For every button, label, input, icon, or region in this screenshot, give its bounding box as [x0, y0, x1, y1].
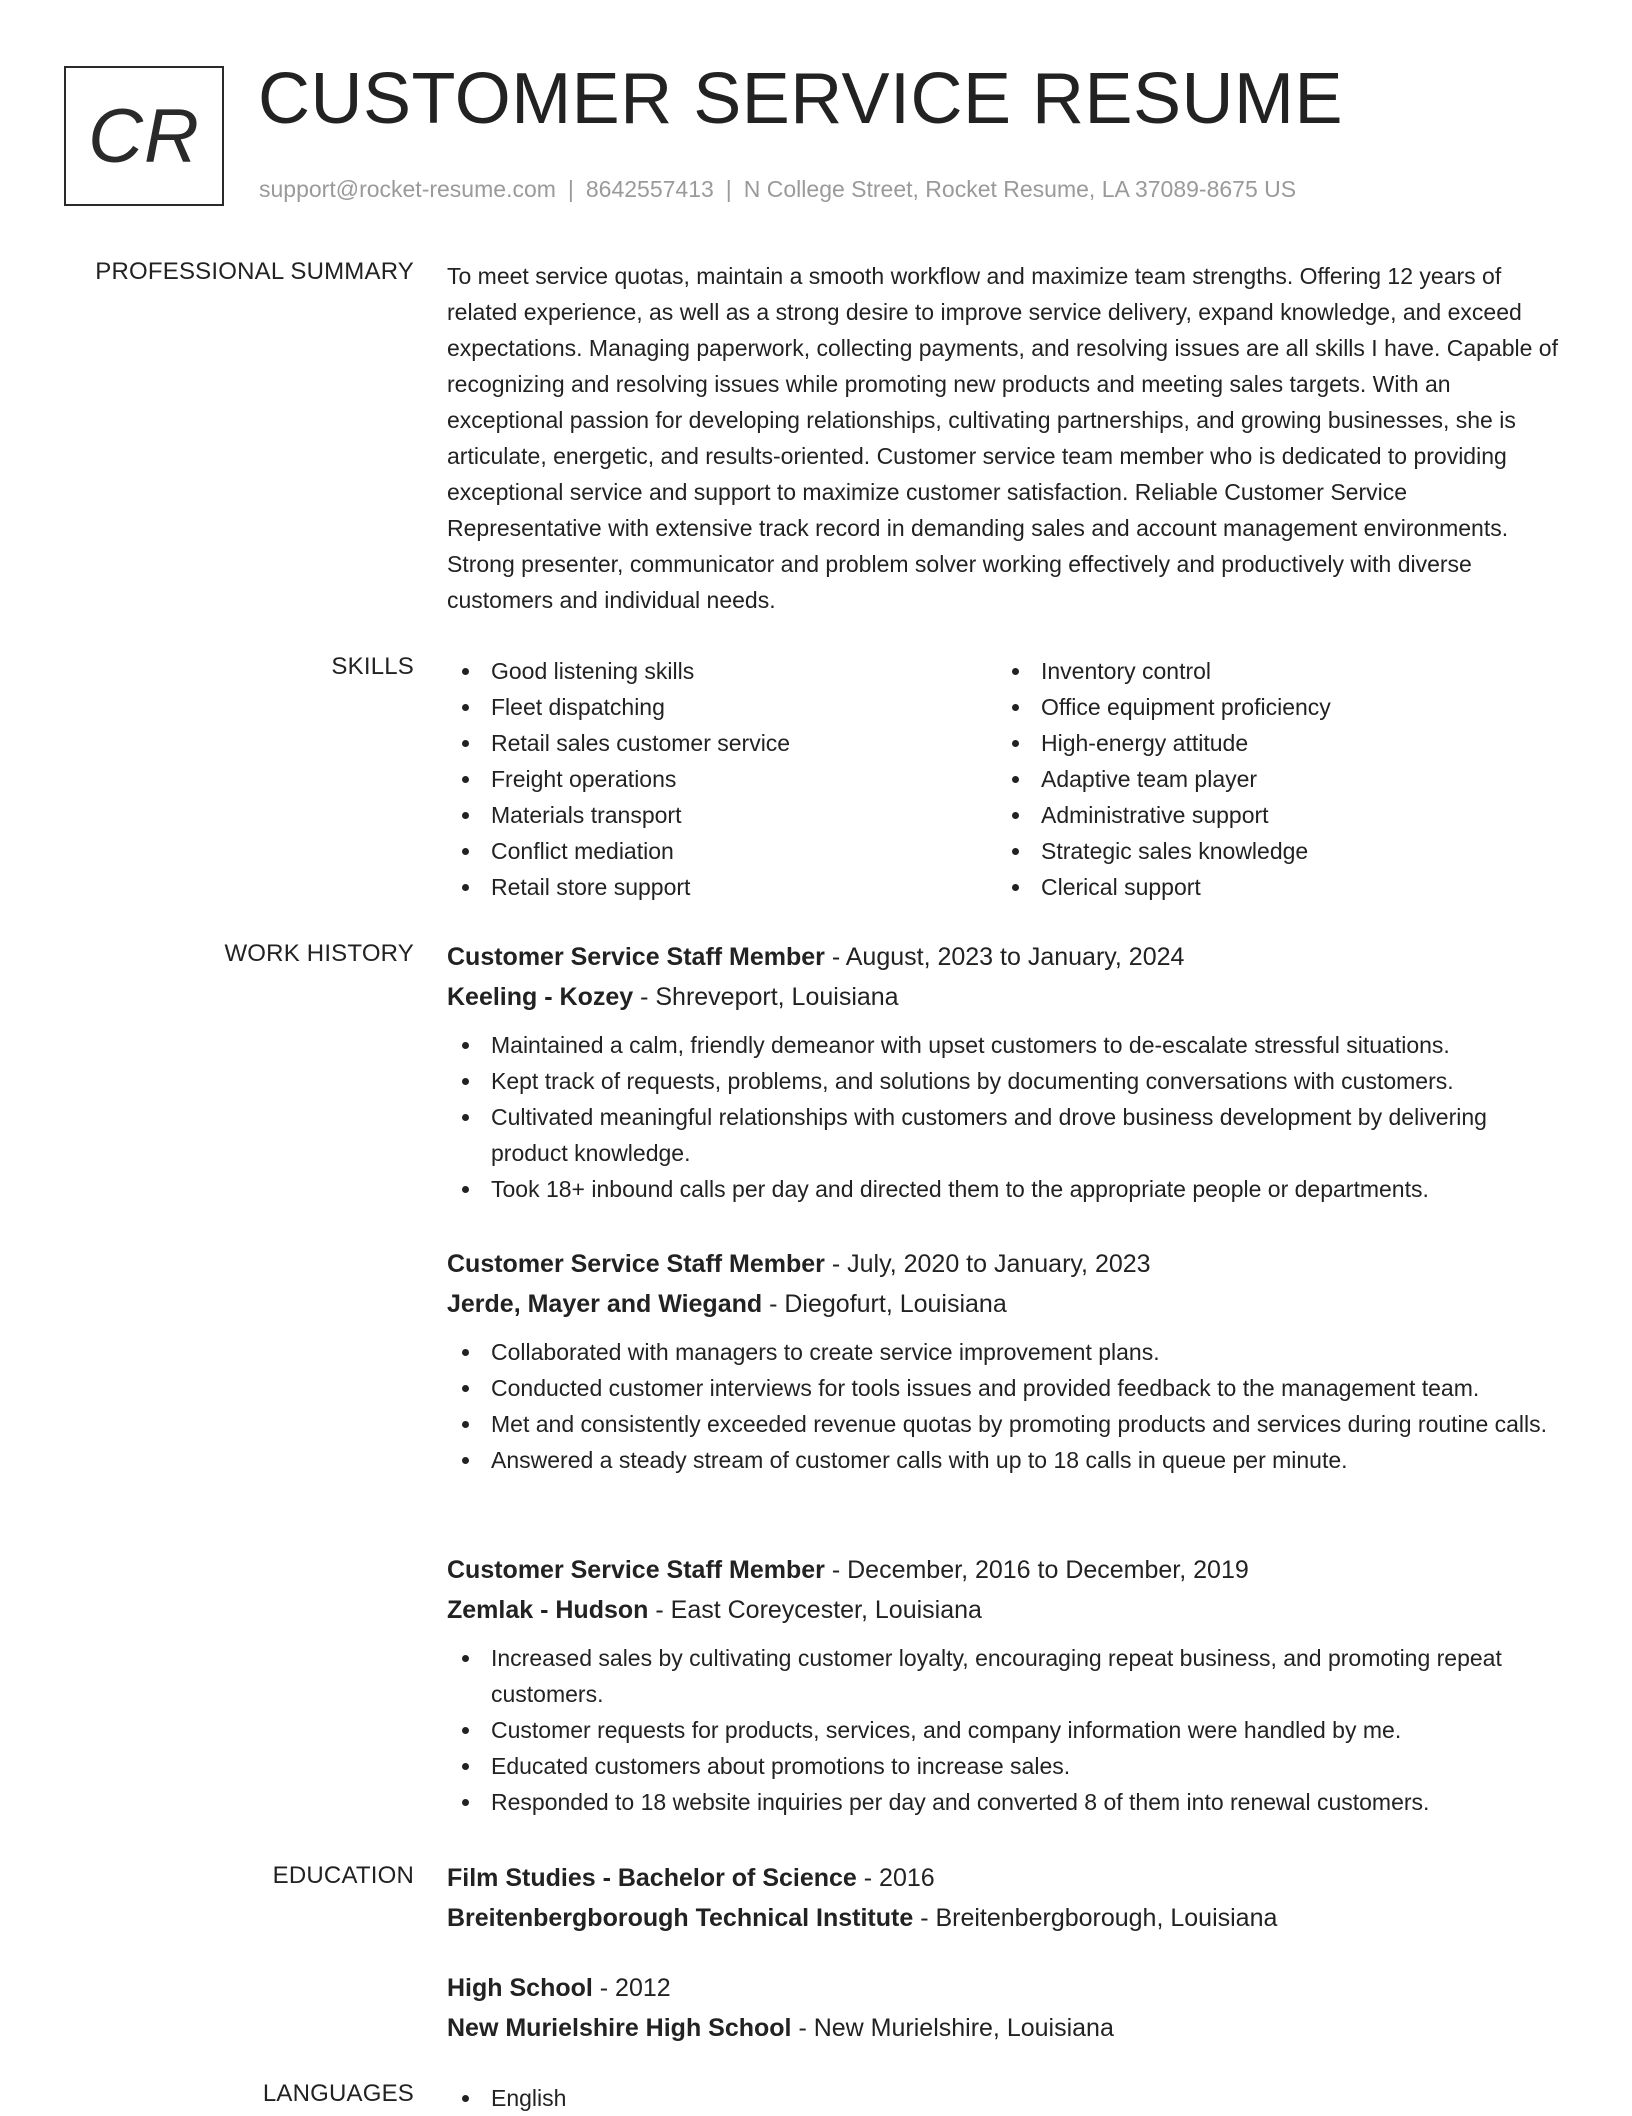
skill-item: High-energy attitude — [997, 725, 1547, 761]
job-title-line — [447, 1550, 1567, 1590]
dash: - — [824, 1556, 848, 1584]
skill-item: Office equipment proficiency — [997, 689, 1547, 725]
skill-item: Retail store support — [447, 869, 997, 905]
job-duty: Maintained a calm, friendly demeanor with upset customers to de-escalate stressful situations. — [447, 1027, 1567, 1063]
job-location: Shreveport, Louisiana — [655, 983, 899, 1011]
skill-item: Good listening skills — [447, 653, 997, 689]
education-entry — [447, 1858, 1567, 1938]
job-duty: Answered a steady stream of customer calls with up to 18 calls in queue per minute. — [447, 1442, 1567, 1478]
job-entry — [447, 937, 1567, 1207]
job-duties — [447, 1334, 1567, 1478]
languages-list — [447, 2080, 1567, 2116]
job-duty: Cultivated meaningful relationships with customers and drove business development by delivering product knowledge. — [447, 1099, 1567, 1171]
job-duty: Kept track of requests, problems, and solutions by documenting conversations with customers. — [447, 1063, 1567, 1099]
job-dates: August, 2023 to January, 2024 — [845, 943, 1185, 971]
dash: - — [913, 1904, 936, 1932]
job-company: Jerde, Mayer and Wiegand — [447, 1290, 763, 1318]
job-title: Customer Service Staff Member — [447, 943, 825, 971]
job-dates: July, 2020 to January, 2023 — [847, 1250, 1151, 1278]
education-heading: EDUCATION — [272, 1862, 414, 1889]
job-dates: December, 2016 to December, 2019 — [847, 1556, 1249, 1584]
school-name: New Murielshire High School — [447, 2014, 792, 2042]
skills-list-left — [447, 653, 997, 905]
job-title-line — [447, 1244, 1567, 1284]
job-company-line — [447, 977, 1567, 1017]
job-duty: Increased sales by cultivating customer loyalty, encouraging repeat business, and promoting repeat customers. — [447, 1640, 1567, 1712]
page-title: CUSTOMER SERVICE RESUME — [258, 59, 1344, 139]
contact-line — [259, 176, 1296, 203]
language-item: English — [447, 2080, 1567, 2116]
job-location: East Coreycester, Louisiana — [670, 1596, 982, 1624]
skill-item: Materials transport — [447, 797, 997, 833]
job-duties — [447, 1027, 1567, 1207]
job-duty: Educated customers about promotions to increase sales. — [447, 1748, 1567, 1784]
school-line — [447, 2008, 1567, 2048]
job-title: Customer Service Staff Member — [447, 1556, 825, 1584]
dash: - — [824, 943, 846, 971]
dash: - — [856, 1864, 880, 1892]
skill-item: Adaptive team player — [997, 761, 1547, 797]
dash: - — [762, 1290, 785, 1318]
summary-text: To meet service quotas, maintain a smooth workflow and maximize team strengths. Offering 12 years of related experience, as well as a strong desire to improve service delivery, expand knowledge, and exceed expectations. Managing paperwork, collecting payments, and resolving issues are all skills I have. Capable of recognizing and resolving issues while promoting new products and meeting sales targets. With an exceptional passion for developing relationships, cultivating partnerships, and growing businesses, she is articulate, energetic, and results-oriented. Customer service team member who is dedicated to providing exceptional service and support to maximize customer satisfaction. Reliable Customer Service Representative with extensive track record in demanding sales and account management environments. Strong presenter, communicator and problem solver working effectively and productively with diverse customers and individual needs. — [447, 263, 1558, 613]
job-company: Zemlak - Hudson — [447, 1596, 649, 1624]
dash: - — [633, 983, 656, 1011]
degree: High School — [447, 1974, 593, 2002]
dash: - — [824, 1250, 848, 1278]
skill-item: Inventory control — [997, 653, 1547, 689]
summary-heading: PROFESSIONAL SUMMARY — [95, 258, 414, 285]
contact-separator: | — [725, 176, 732, 202]
skill-item: Fleet dispatching — [447, 689, 997, 725]
job-duty: Conducted customer interviews for tools issues and provided feedback to the management team. — [447, 1370, 1567, 1406]
job-duty: Took 18+ inbound calls per day and directed them to the appropriate people or departments. — [447, 1171, 1567, 1207]
job-entry — [447, 1244, 1567, 1478]
monogram-badge — [64, 66, 224, 206]
job-company-line — [447, 1590, 1567, 1630]
skills-heading: SKILLS — [331, 653, 414, 680]
job-title: Customer Service Staff Member — [447, 1250, 825, 1278]
job-duty: Customer requests for products, services, and company information were handled by me. — [447, 1712, 1567, 1748]
contact-separator: | — [567, 176, 574, 202]
languages-heading: LANGUAGES — [262, 2080, 414, 2107]
skill-item: Freight operations — [447, 761, 997, 797]
skill-item: Retail sales customer service — [447, 725, 997, 761]
job-duty: Collaborated with managers to create service improvement plans. — [447, 1334, 1567, 1370]
job-entry — [447, 1550, 1567, 1820]
school-location: New Murielshire, Louisiana — [813, 2014, 1114, 2042]
graduation-year: 2016 — [879, 1864, 935, 1892]
skill-item: Clerical support — [997, 869, 1547, 905]
education-entry — [447, 1968, 1567, 2048]
job-company: Keeling - Kozey — [447, 983, 634, 1011]
skills-list-right — [997, 653, 1547, 905]
skill-item: Administrative support — [997, 797, 1547, 833]
work-history-heading: WORK HISTORY — [224, 940, 414, 967]
job-location: Diegofurt, Louisiana — [784, 1290, 1007, 1318]
degree-line — [447, 1858, 1567, 1898]
degree-line — [447, 1968, 1567, 2008]
job-company-line — [447, 1284, 1567, 1324]
degree: Film Studies - Bachelor of Science — [447, 1864, 857, 1892]
school-name: Breitenbergborough Technical Institute — [447, 1904, 914, 1932]
job-duty: Met and consistently exceeded revenue quotas by promoting products and services during routine calls. — [447, 1406, 1567, 1442]
dash: - — [791, 2014, 814, 2042]
graduation-year: 2012 — [615, 1974, 671, 2002]
school-location: Breitenbergborough, Louisiana — [935, 1904, 1278, 1932]
job-duties — [447, 1640, 1567, 1820]
contact-phone: 8642557413 — [585, 176, 714, 202]
dash: - — [648, 1596, 671, 1624]
school-line — [447, 1898, 1567, 1938]
job-title-line — [447, 937, 1567, 977]
skill-item: Strategic sales knowledge — [997, 833, 1547, 869]
contact-address: N College Street, Rocket Resume, LA 37089-8675 US — [743, 176, 1297, 202]
dash: - — [592, 1974, 616, 2002]
skill-item: Conflict mediation — [447, 833, 997, 869]
contact-email: support@rocket-resume.com — [259, 176, 556, 202]
monogram-text: CR — [88, 93, 200, 179]
job-duty: Responded to 18 website inquiries per day and converted 8 of them into renewal customers. — [447, 1784, 1567, 1820]
